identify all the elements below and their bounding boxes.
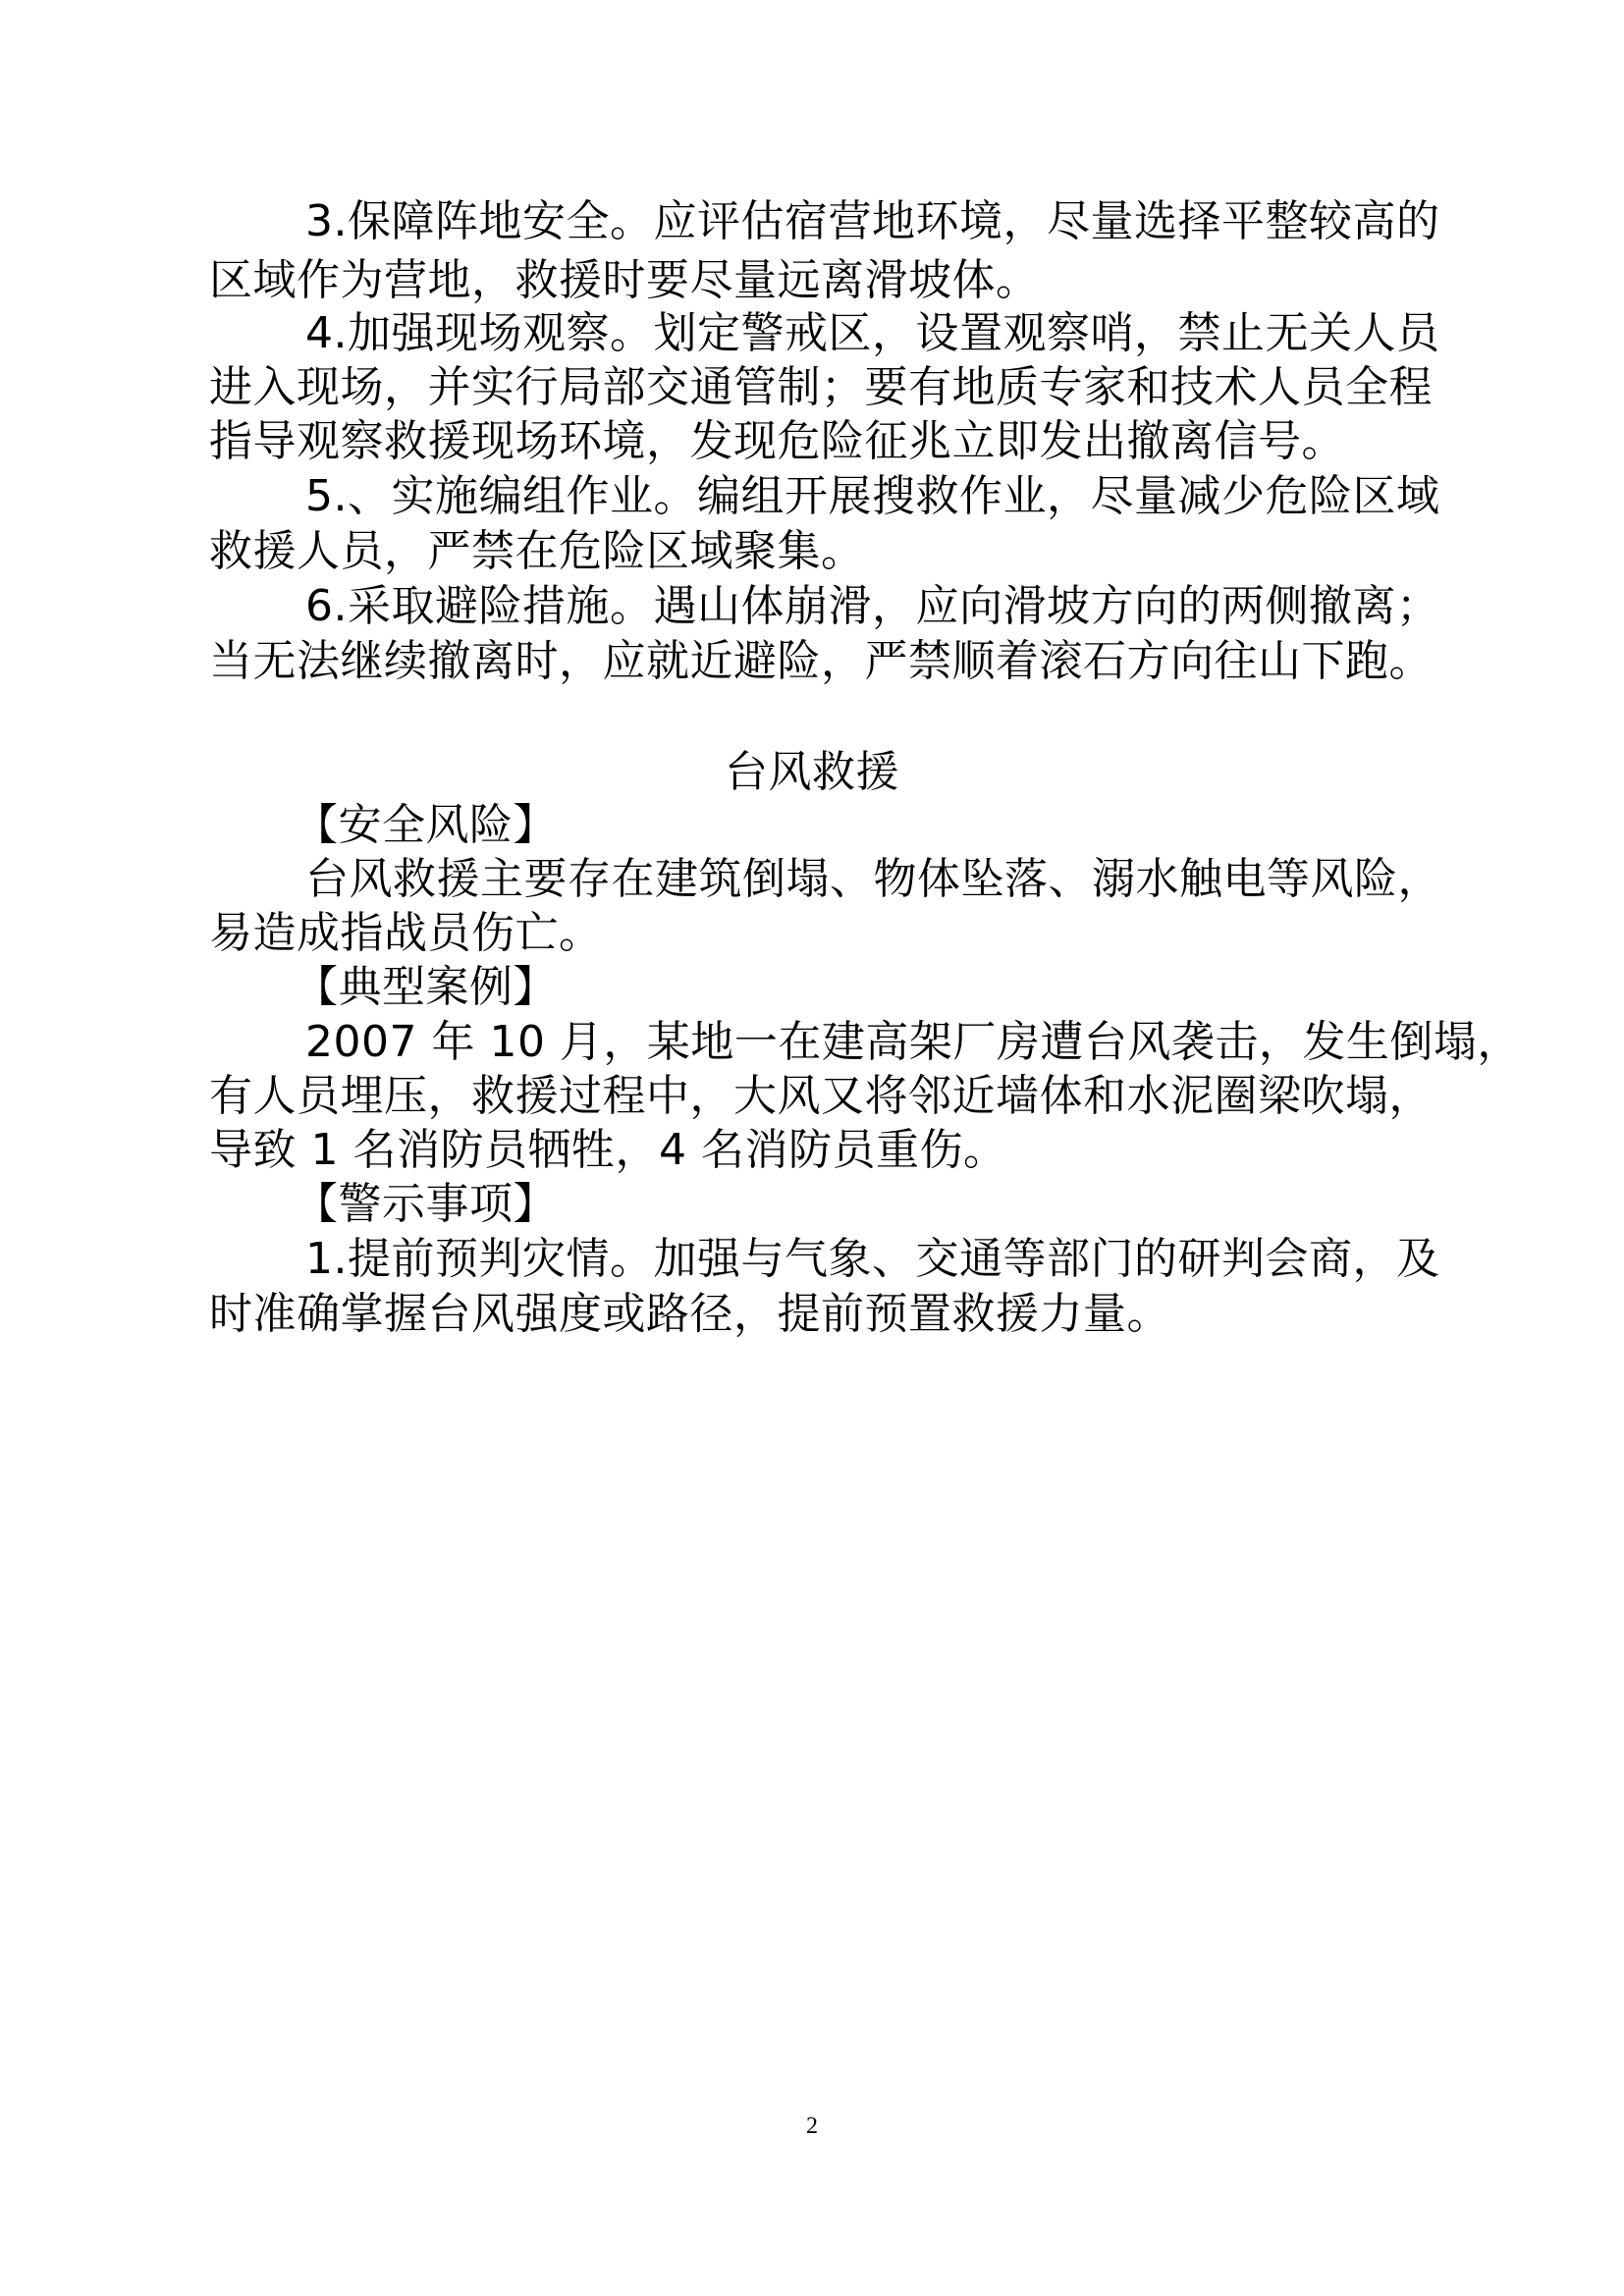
risk-line-2: 易造成指战员伤亡。 [209,908,603,958]
item-6-line-1: 6.采取避险措施。遇山体崩滑，应向滑坡方向的两侧撤离； [305,581,1440,631]
item-4-line-2: 进入现场，并实行局部交通管制；要有地质专家和技术人员全程 [209,362,1433,412]
item-6-line-2: 当无法继续撤离时，应就近避险，严禁顺着滚石方向往山下跑。 [209,636,1433,686]
section-title: 台风救援 [725,747,899,797]
item-3-line-2: 区域作为营地，救援时要尽量远离滑坡体。 [209,255,1040,305]
case-line-3: 导致 1 名消防员牺牲，4 名消防员重伤。 [209,1125,1007,1175]
risk-heading: 【安全风险】 [295,800,557,850]
risk-line-1: 台风救援主要存在建筑倒塌、物体坠落、溺水触电等风险， [305,854,1441,904]
page-number: 2 [806,2113,818,2139]
item-5-line-1: 5.、实施编组作业。编组开展搜救作业，尽量减少危险区域 [305,471,1440,521]
item-3-line-1: 3.保障阵地安全。应评估宿营地环境，尽量选择平整较高的 [305,196,1440,246]
warning-1-line-2: 时准确掌握台风强度或路径，提前预置救援力量。 [209,1289,1170,1339]
item-4-line-1: 4.加强现场观察。划定警戒区，设置观察哨，禁止无关人员 [305,308,1440,358]
case-heading: 【典型案例】 [295,962,557,1012]
item-4-line-3: 指导观察救援现场环境，发现危险征兆立即发出撤离信号。 [209,416,1345,466]
case-line-1: 2007 年 10 月，某地一在建高架厂房遭台风袭击，发生倒塌， [305,1017,1521,1067]
warning-heading: 【警示事项】 [295,1179,557,1229]
case-line-2: 有人员埋压，救援过程中，大风又将邻近墙体和水泥圈梁吹塌， [209,1071,1433,1121]
item-5-line-2: 救援人员，严禁在危险区域聚集。 [209,526,865,576]
warning-1-line-1: 1.提前预判灾情。加强与气象、交通等部门的研判会商，及 [305,1234,1440,1284]
